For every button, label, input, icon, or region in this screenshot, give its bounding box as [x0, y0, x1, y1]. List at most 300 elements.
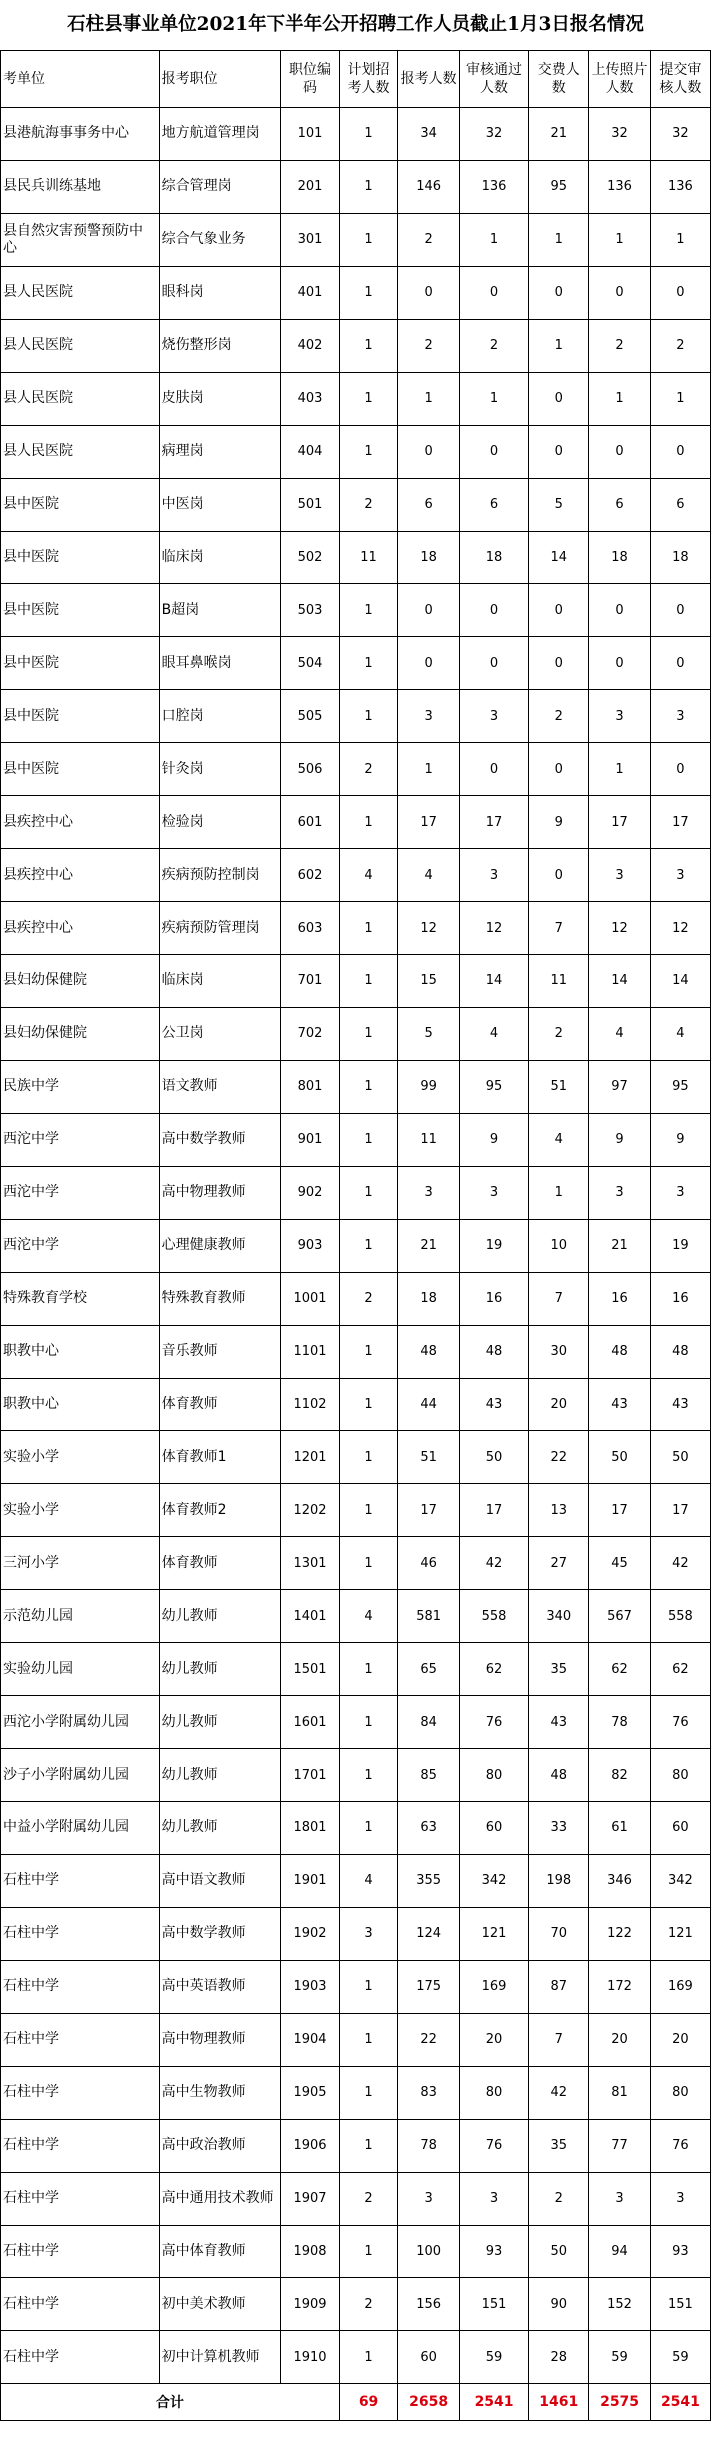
- total-label: 合计: [1, 2384, 340, 2421]
- cell-applicants: 100: [398, 2225, 460, 2278]
- cell-submitted: 19: [650, 1219, 710, 1272]
- cell-approved: 42: [459, 1537, 528, 1590]
- cell-planned: 1: [339, 108, 398, 161]
- cell-code: 1907: [281, 2172, 340, 2225]
- cell-photo: 50: [589, 1431, 651, 1484]
- cell-photo: 3: [589, 690, 651, 743]
- cell-paid: 7: [529, 1272, 589, 1325]
- table-row: [1, 266, 711, 319]
- cell-photo: 48: [589, 1325, 651, 1378]
- table-row: [1, 1325, 711, 1378]
- table-row: [1, 743, 711, 796]
- cell-applicants: 17: [398, 1484, 460, 1537]
- cell-position: 高中英语教师: [159, 1960, 281, 2013]
- cell-planned: 4: [339, 1854, 398, 1907]
- cell-code: 301: [281, 213, 340, 266]
- cell-submitted: 3: [650, 690, 710, 743]
- total-applicants: 2658: [398, 2384, 460, 2421]
- cell-position: 地方航道管理岗: [159, 108, 281, 161]
- cell-unit: 实验幼儿园: [1, 1643, 160, 1696]
- cell-photo: 4: [589, 1007, 651, 1060]
- cell-submitted: 121: [650, 1907, 710, 1960]
- cell-submitted: 0: [650, 584, 710, 637]
- cell-photo: 77: [589, 2119, 651, 2172]
- table-row: [1, 108, 711, 161]
- cell-approved: 4: [459, 1007, 528, 1060]
- cell-unit: 县疾控中心: [1, 849, 160, 902]
- cell-code: 505: [281, 690, 340, 743]
- col-header-planned: 计划招考人数: [339, 51, 398, 108]
- cell-unit: 西沱中学: [1, 1113, 160, 1166]
- cell-submitted: 4: [650, 1007, 710, 1060]
- cell-submitted: 76: [650, 2119, 710, 2172]
- cell-position: 公卫岗: [159, 1007, 281, 1060]
- cell-unit: 石柱中学: [1, 1854, 160, 1907]
- cell-planned: 1: [339, 1537, 398, 1590]
- cell-code: 1904: [281, 2013, 340, 2066]
- cell-approved: 3: [459, 690, 528, 743]
- cell-applicants: 355: [398, 1854, 460, 1907]
- cell-code: 602: [281, 849, 340, 902]
- cell-position: 体育教师: [159, 1378, 281, 1431]
- cell-submitted: 93: [650, 2225, 710, 2278]
- cell-paid: 35: [529, 1643, 589, 1696]
- cell-code: 1501: [281, 1643, 340, 1696]
- cell-paid: 11: [529, 955, 589, 1008]
- table-row: [1, 2225, 711, 2278]
- cell-code: 1908: [281, 2225, 340, 2278]
- cell-submitted: 3: [650, 849, 710, 902]
- cell-photo: 21: [589, 1219, 651, 1272]
- cell-unit: 县中医院: [1, 637, 160, 690]
- cell-position: 检验岗: [159, 796, 281, 849]
- cell-code: 1910: [281, 2331, 340, 2384]
- cell-applicants: 78: [398, 2119, 460, 2172]
- cell-planned: 1: [339, 1431, 398, 1484]
- cell-paid: 50: [529, 2225, 589, 2278]
- cell-submitted: 17: [650, 796, 710, 849]
- cell-unit: 县港航海事事务中心: [1, 108, 160, 161]
- table-row: [1, 637, 711, 690]
- cell-paid: 7: [529, 902, 589, 955]
- cell-submitted: 17: [650, 1484, 710, 1537]
- cell-position: 语文教师: [159, 1060, 281, 1113]
- cell-position: 中医岗: [159, 478, 281, 531]
- registration-table: [0, 50, 711, 2421]
- cell-position: 特殊教育教师: [159, 1272, 281, 1325]
- cell-position: 体育教师1: [159, 1431, 281, 1484]
- table-row: [1, 319, 711, 372]
- col-header-unit: 考单位: [1, 51, 160, 108]
- cell-applicants: 0: [398, 584, 460, 637]
- cell-applicants: 0: [398, 425, 460, 478]
- cell-position: 高中通用技术教师: [159, 2172, 281, 2225]
- cell-applicants: 11: [398, 1113, 460, 1166]
- cell-code: 502: [281, 531, 340, 584]
- cell-paid: 70: [529, 1907, 589, 1960]
- cell-applicants: 3: [398, 2172, 460, 2225]
- cell-code: 1901: [281, 1854, 340, 1907]
- cell-code: 504: [281, 637, 340, 690]
- cell-code: 1102: [281, 1378, 340, 1431]
- cell-approved: 558: [459, 1590, 528, 1643]
- cell-planned: 1: [339, 2331, 398, 2384]
- cell-code: 1903: [281, 1960, 340, 2013]
- cell-approved: 6: [459, 478, 528, 531]
- cell-submitted: 1: [650, 372, 710, 425]
- cell-unit: 县人民医院: [1, 372, 160, 425]
- cell-paid: 14: [529, 531, 589, 584]
- cell-unit: 沙子小学附属幼儿园: [1, 1749, 160, 1802]
- cell-paid: 51: [529, 1060, 589, 1113]
- cell-unit: 石柱中学: [1, 2331, 160, 2384]
- col-header-code: 职位编码: [281, 51, 340, 108]
- cell-approved: 95: [459, 1060, 528, 1113]
- cell-paid: 22: [529, 1431, 589, 1484]
- cell-approved: 93: [459, 2225, 528, 2278]
- cell-code: 1101: [281, 1325, 340, 1378]
- cell-unit: 石柱中学: [1, 2278, 160, 2331]
- cell-photo: 0: [589, 266, 651, 319]
- cell-position: 临床岗: [159, 955, 281, 1008]
- cell-approved: 48: [459, 1325, 528, 1378]
- cell-planned: 1: [339, 2013, 398, 2066]
- cell-paid: 95: [529, 160, 589, 213]
- cell-applicants: 21: [398, 1219, 460, 1272]
- cell-applicants: 15: [398, 955, 460, 1008]
- cell-position: 高中生物教师: [159, 2066, 281, 2119]
- cell-approved: 9: [459, 1113, 528, 1166]
- cell-position: 幼儿教师: [159, 1696, 281, 1749]
- cell-paid: 90: [529, 2278, 589, 2331]
- cell-photo: 136: [589, 160, 651, 213]
- table-row: [1, 955, 711, 1008]
- cell-applicants: 146: [398, 160, 460, 213]
- cell-paid: 42: [529, 2066, 589, 2119]
- cell-position: 体育教师: [159, 1537, 281, 1590]
- cell-position: 高中数学教师: [159, 1113, 281, 1166]
- cell-paid: 2: [529, 690, 589, 743]
- col-header-photo: 上传照片人数: [589, 51, 651, 108]
- cell-approved: 50: [459, 1431, 528, 1484]
- cell-submitted: 48: [650, 1325, 710, 1378]
- cell-planned: 1: [339, 902, 398, 955]
- cell-unit: 西沱中学: [1, 1219, 160, 1272]
- cell-photo: 0: [589, 425, 651, 478]
- table-row: [1, 584, 711, 637]
- cell-applicants: 6: [398, 478, 460, 531]
- cell-submitted: 169: [650, 1960, 710, 2013]
- cell-code: 401: [281, 266, 340, 319]
- cell-unit: 石柱中学: [1, 2172, 160, 2225]
- cell-applicants: 17: [398, 796, 460, 849]
- cell-unit: 石柱中学: [1, 2225, 160, 2278]
- cell-approved: 169: [459, 1960, 528, 2013]
- cell-submitted: 80: [650, 1749, 710, 1802]
- cell-approved: 16: [459, 1272, 528, 1325]
- table-row: [1, 1113, 711, 1166]
- cell-photo: 0: [589, 584, 651, 637]
- table-row: [1, 1590, 711, 1643]
- cell-paid: 7: [529, 2013, 589, 2066]
- cell-applicants: 83: [398, 2066, 460, 2119]
- cell-submitted: 80: [650, 2066, 710, 2119]
- cell-paid: 340: [529, 1590, 589, 1643]
- cell-photo: 32: [589, 108, 651, 161]
- cell-applicants: 22: [398, 2013, 460, 2066]
- cell-unit: 县自然灾害预警预防中心: [1, 213, 160, 266]
- cell-planned: 2: [339, 478, 398, 531]
- cell-photo: 59: [589, 2331, 651, 2384]
- table-row: [1, 1484, 711, 1537]
- table-row: [1, 849, 711, 902]
- cell-approved: 60: [459, 1802, 528, 1855]
- cell-planned: 3: [339, 1907, 398, 1960]
- cell-photo: 1: [589, 213, 651, 266]
- table-row: [1, 531, 711, 584]
- cell-planned: 1: [339, 1749, 398, 1802]
- cell-approved: 2: [459, 319, 528, 372]
- table-row: [1, 1960, 711, 2013]
- cell-planned: 1: [339, 1219, 398, 1272]
- total-paid: 1461: [529, 2384, 589, 2421]
- cell-applicants: 124: [398, 1907, 460, 1960]
- cell-code: 1202: [281, 1484, 340, 1537]
- cell-photo: 45: [589, 1537, 651, 1590]
- col-header-applicants: 报考人数: [398, 51, 460, 108]
- header-row: [1, 51, 711, 108]
- cell-code: 801: [281, 1060, 340, 1113]
- cell-submitted: 12: [650, 902, 710, 955]
- cell-unit: 县妇幼保健院: [1, 1007, 160, 1060]
- cell-submitted: 6: [650, 478, 710, 531]
- cell-approved: 62: [459, 1643, 528, 1696]
- cell-photo: 20: [589, 2013, 651, 2066]
- cell-approved: 76: [459, 2119, 528, 2172]
- cell-photo: 17: [589, 796, 651, 849]
- cell-photo: 3: [589, 1166, 651, 1219]
- cell-approved: 80: [459, 1749, 528, 1802]
- cell-planned: 1: [339, 1643, 398, 1696]
- cell-unit: 石柱中学: [1, 1907, 160, 1960]
- cell-submitted: 3: [650, 2172, 710, 2225]
- cell-planned: 1: [339, 319, 398, 372]
- cell-planned: 1: [339, 2066, 398, 2119]
- cell-approved: 1: [459, 213, 528, 266]
- cell-position: 针灸岗: [159, 743, 281, 796]
- col-header-submitted: 提交审核人数: [650, 51, 710, 108]
- table-row: [1, 1643, 711, 1696]
- table-row: [1, 372, 711, 425]
- table-row: [1, 1219, 711, 1272]
- cell-paid: 5: [529, 478, 589, 531]
- cell-photo: 14: [589, 955, 651, 1008]
- cell-approved: 20: [459, 2013, 528, 2066]
- cell-applicants: 12: [398, 902, 460, 955]
- cell-unit: 县中医院: [1, 584, 160, 637]
- table-row: [1, 1854, 711, 1907]
- cell-unit: 民族中学: [1, 1060, 160, 1113]
- cell-position: 心理健康教师: [159, 1219, 281, 1272]
- cell-planned: 1: [339, 1060, 398, 1113]
- cell-paid: 10: [529, 1219, 589, 1272]
- cell-code: 901: [281, 1113, 340, 1166]
- cell-approved: 0: [459, 637, 528, 690]
- cell-code: 503: [281, 584, 340, 637]
- cell-code: 506: [281, 743, 340, 796]
- cell-paid: 0: [529, 849, 589, 902]
- cell-photo: 172: [589, 1960, 651, 2013]
- table-row: [1, 2172, 711, 2225]
- cell-submitted: 14: [650, 955, 710, 1008]
- cell-submitted: 342: [650, 1854, 710, 1907]
- cell-planned: 1: [339, 160, 398, 213]
- cell-approved: 3: [459, 849, 528, 902]
- cell-unit: 职教中心: [1, 1325, 160, 1378]
- cell-unit: 中益小学附属幼儿园: [1, 1802, 160, 1855]
- cell-submitted: 2: [650, 319, 710, 372]
- cell-photo: 62: [589, 1643, 651, 1696]
- cell-planned: 1: [339, 425, 398, 478]
- cell-applicants: 4: [398, 849, 460, 902]
- cell-photo: 2: [589, 319, 651, 372]
- cell-applicants: 46: [398, 1537, 460, 1590]
- cell-applicants: 48: [398, 1325, 460, 1378]
- cell-position: 初中计算机教师: [159, 2331, 281, 2384]
- table-row: [1, 1007, 711, 1060]
- cell-photo: 9: [589, 1113, 651, 1166]
- cell-code: 1801: [281, 1802, 340, 1855]
- cell-code: 603: [281, 902, 340, 955]
- cell-unit: 县妇幼保健院: [1, 955, 160, 1008]
- cell-approved: 121: [459, 1907, 528, 1960]
- cell-unit: 特殊教育学校: [1, 1272, 160, 1325]
- table-row: [1, 902, 711, 955]
- cell-paid: 2: [529, 2172, 589, 2225]
- cell-planned: 1: [339, 2119, 398, 2172]
- cell-code: 1701: [281, 1749, 340, 1802]
- cell-code: 902: [281, 1166, 340, 1219]
- table-row: [1, 1696, 711, 1749]
- cell-photo: 1: [589, 372, 651, 425]
- cell-code: 404: [281, 425, 340, 478]
- cell-paid: 0: [529, 743, 589, 796]
- cell-unit: 实验小学: [1, 1484, 160, 1537]
- cell-submitted: 0: [650, 637, 710, 690]
- cell-code: 1905: [281, 2066, 340, 2119]
- cell-applicants: 99: [398, 1060, 460, 1113]
- cell-unit: 石柱中学: [1, 2013, 160, 2066]
- cell-photo: 1: [589, 743, 651, 796]
- cell-photo: 3: [589, 849, 651, 902]
- table-row: [1, 213, 711, 266]
- page-title: 石柱县事业单位2021年下半年公开招聘工作人员截止1月3日报名情况: [67, 14, 644, 35]
- cell-applicants: 0: [398, 266, 460, 319]
- cell-photo: 152: [589, 2278, 651, 2331]
- cell-paid: 2: [529, 1007, 589, 1060]
- cell-photo: 94: [589, 2225, 651, 2278]
- cell-photo: 6: [589, 478, 651, 531]
- cell-approved: 136: [459, 160, 528, 213]
- cell-unit: 县中医院: [1, 478, 160, 531]
- cell-photo: 12: [589, 902, 651, 955]
- cell-applicants: 175: [398, 1960, 460, 2013]
- table-row: [1, 160, 711, 213]
- cell-applicants: 65: [398, 1643, 460, 1696]
- cell-applicants: 3: [398, 1166, 460, 1219]
- cell-planned: 1: [339, 1696, 398, 1749]
- cell-applicants: 84: [398, 1696, 460, 1749]
- cell-unit: 县疾控中心: [1, 902, 160, 955]
- cell-paid: 33: [529, 1802, 589, 1855]
- cell-position: 幼儿教师: [159, 1802, 281, 1855]
- cell-code: 1601: [281, 1696, 340, 1749]
- cell-position: 初中美术教师: [159, 2278, 281, 2331]
- cell-photo: 122: [589, 1907, 651, 1960]
- cell-unit: 石柱中学: [1, 2119, 160, 2172]
- cell-submitted: 18: [650, 531, 710, 584]
- cell-submitted: 0: [650, 425, 710, 478]
- cell-applicants: 1: [398, 372, 460, 425]
- cell-approved: 3: [459, 2172, 528, 2225]
- cell-approved: 80: [459, 2066, 528, 2119]
- cell-submitted: 151: [650, 2278, 710, 2331]
- col-header-paid: 交费人数: [529, 51, 589, 108]
- cell-position: 高中物理教师: [159, 2013, 281, 2066]
- cell-submitted: 32: [650, 108, 710, 161]
- cell-submitted: 59: [650, 2331, 710, 2384]
- cell-unit: 县中医院: [1, 531, 160, 584]
- cell-submitted: 16: [650, 1272, 710, 1325]
- table-row: [1, 1749, 711, 1802]
- cell-photo: 81: [589, 2066, 651, 2119]
- cell-code: 1001: [281, 1272, 340, 1325]
- cell-applicants: 156: [398, 2278, 460, 2331]
- cell-approved: 32: [459, 108, 528, 161]
- cell-unit: 县人民医院: [1, 266, 160, 319]
- table-row: [1, 1272, 711, 1325]
- cell-submitted: 3: [650, 1166, 710, 1219]
- cell-photo: 18: [589, 531, 651, 584]
- cell-planned: 1: [339, 955, 398, 1008]
- cell-applicants: 63: [398, 1802, 460, 1855]
- cell-position: 疾病预防控制岗: [159, 849, 281, 902]
- cell-planned: 2: [339, 1272, 398, 1325]
- cell-position: 幼儿教师: [159, 1749, 281, 1802]
- table-row: [1, 2119, 711, 2172]
- cell-unit: 石柱中学: [1, 2066, 160, 2119]
- cell-approved: 43: [459, 1378, 528, 1431]
- cell-planned: 4: [339, 849, 398, 902]
- cell-paid: 4: [529, 1113, 589, 1166]
- cell-planned: 1: [339, 266, 398, 319]
- cell-approved: 17: [459, 1484, 528, 1537]
- cell-position: 高中体育教师: [159, 2225, 281, 2278]
- cell-unit: 职教中心: [1, 1378, 160, 1431]
- cell-approved: 1: [459, 372, 528, 425]
- total-photo: 2575: [589, 2384, 651, 2421]
- cell-planned: 1: [339, 637, 398, 690]
- cell-photo: 567: [589, 1590, 651, 1643]
- cell-unit: 县人民医院: [1, 425, 160, 478]
- cell-approved: 14: [459, 955, 528, 1008]
- cell-code: 601: [281, 796, 340, 849]
- cell-photo: 43: [589, 1378, 651, 1431]
- cell-code: 903: [281, 1219, 340, 1272]
- col-header-position: 报考职位: [159, 51, 281, 108]
- cell-position: 幼儿教师: [159, 1643, 281, 1696]
- cell-submitted: 95: [650, 1060, 710, 1113]
